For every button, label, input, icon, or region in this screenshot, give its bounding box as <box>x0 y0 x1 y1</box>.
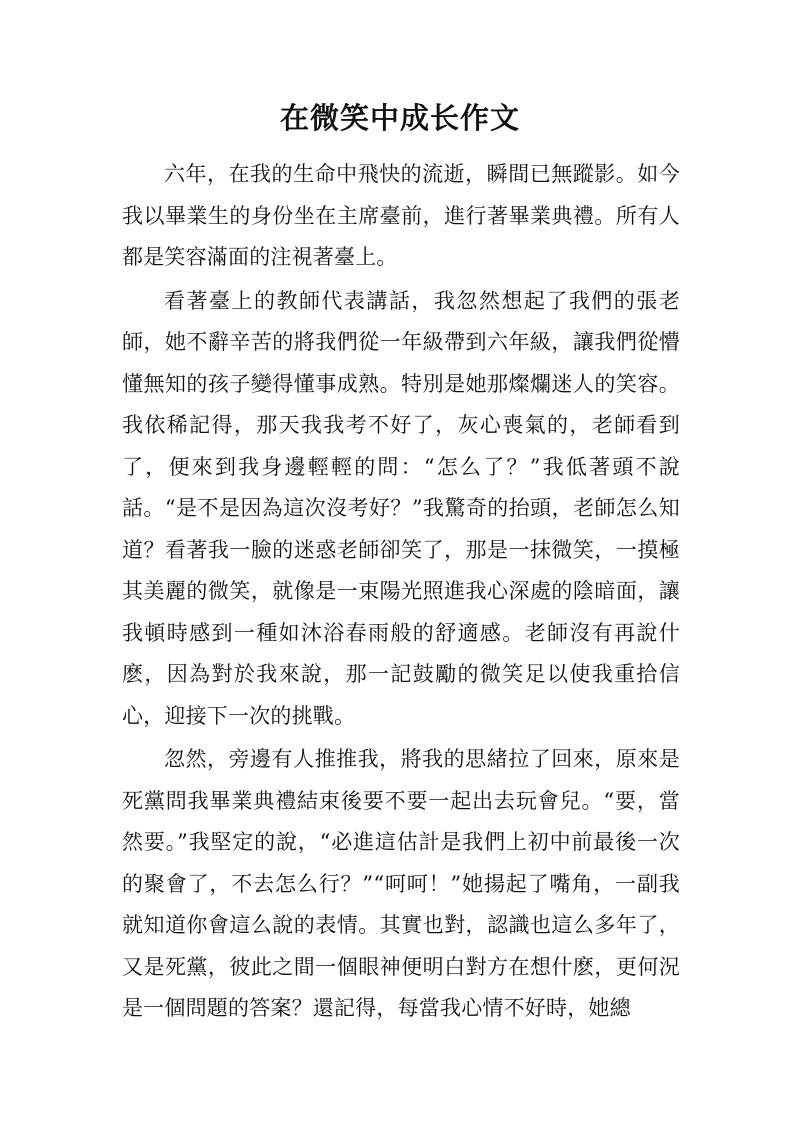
paragraph-2: 看著臺上的教師代表講話，我忽然想起了我們的張老師，她不辭辛苦的將我們從一年級帶到六年級，讓我們從懵懂無知的孩子變得懂事成熟。特別是她那燦爛迷人的笑容。我依稀記得，那天我我考不好了，灰心喪氣的，老師看到了，便來到我身邊輕輕的問：“怎么了？”我低著頭不說話。“是不是因為這次沒考好？”我驚奇的抬頭，老師怎么知道？看著我一臉的迷惑老師卻笑了，那是一抹微笑，一摸極其美麗的微笑，就像是一束陽光照進我心深處的陰暗面，讓我頓時感到一種如沐浴春雨般的舒適感。老師沒有再說什麽，因為對於我來說，那一記鼓勵的微笑足以使我重拾信心，迎接下一次的挑戰。 <box>122 288 680 728</box>
document-body <box>122 154 680 1032</box>
paragraph-3: 忽然，旁邊有人推推我，將我的思緒拉了回來，原來是死黨問我畢業典禮結束後要不要一起出去玩會兒。“要，當然要。”我堅定的說，“必進這估計是我們上初中前最後一次的聚會了，不去怎么行？”“呵呵！”她揚起了嘴角，一副我就知道你會這么說的表情。其實也對，認識也這么多年了，又是死黨，彼此之間一個眼神便明白對方在想什麽，更何況是一個問題的答案？還記得，每當我心情不好時，她總 <box>122 747 680 1020</box>
document-title: 在微笑中成长作文 <box>279 101 520 135</box>
paragraph-1: 六年，在我的生命中飛快的流逝，瞬間已無蹤影。如今我以畢業生的身份坐在主席臺前，進行著畢業典禮。所有人都是笑容滿面的注視著臺上。 <box>122 162 680 269</box>
